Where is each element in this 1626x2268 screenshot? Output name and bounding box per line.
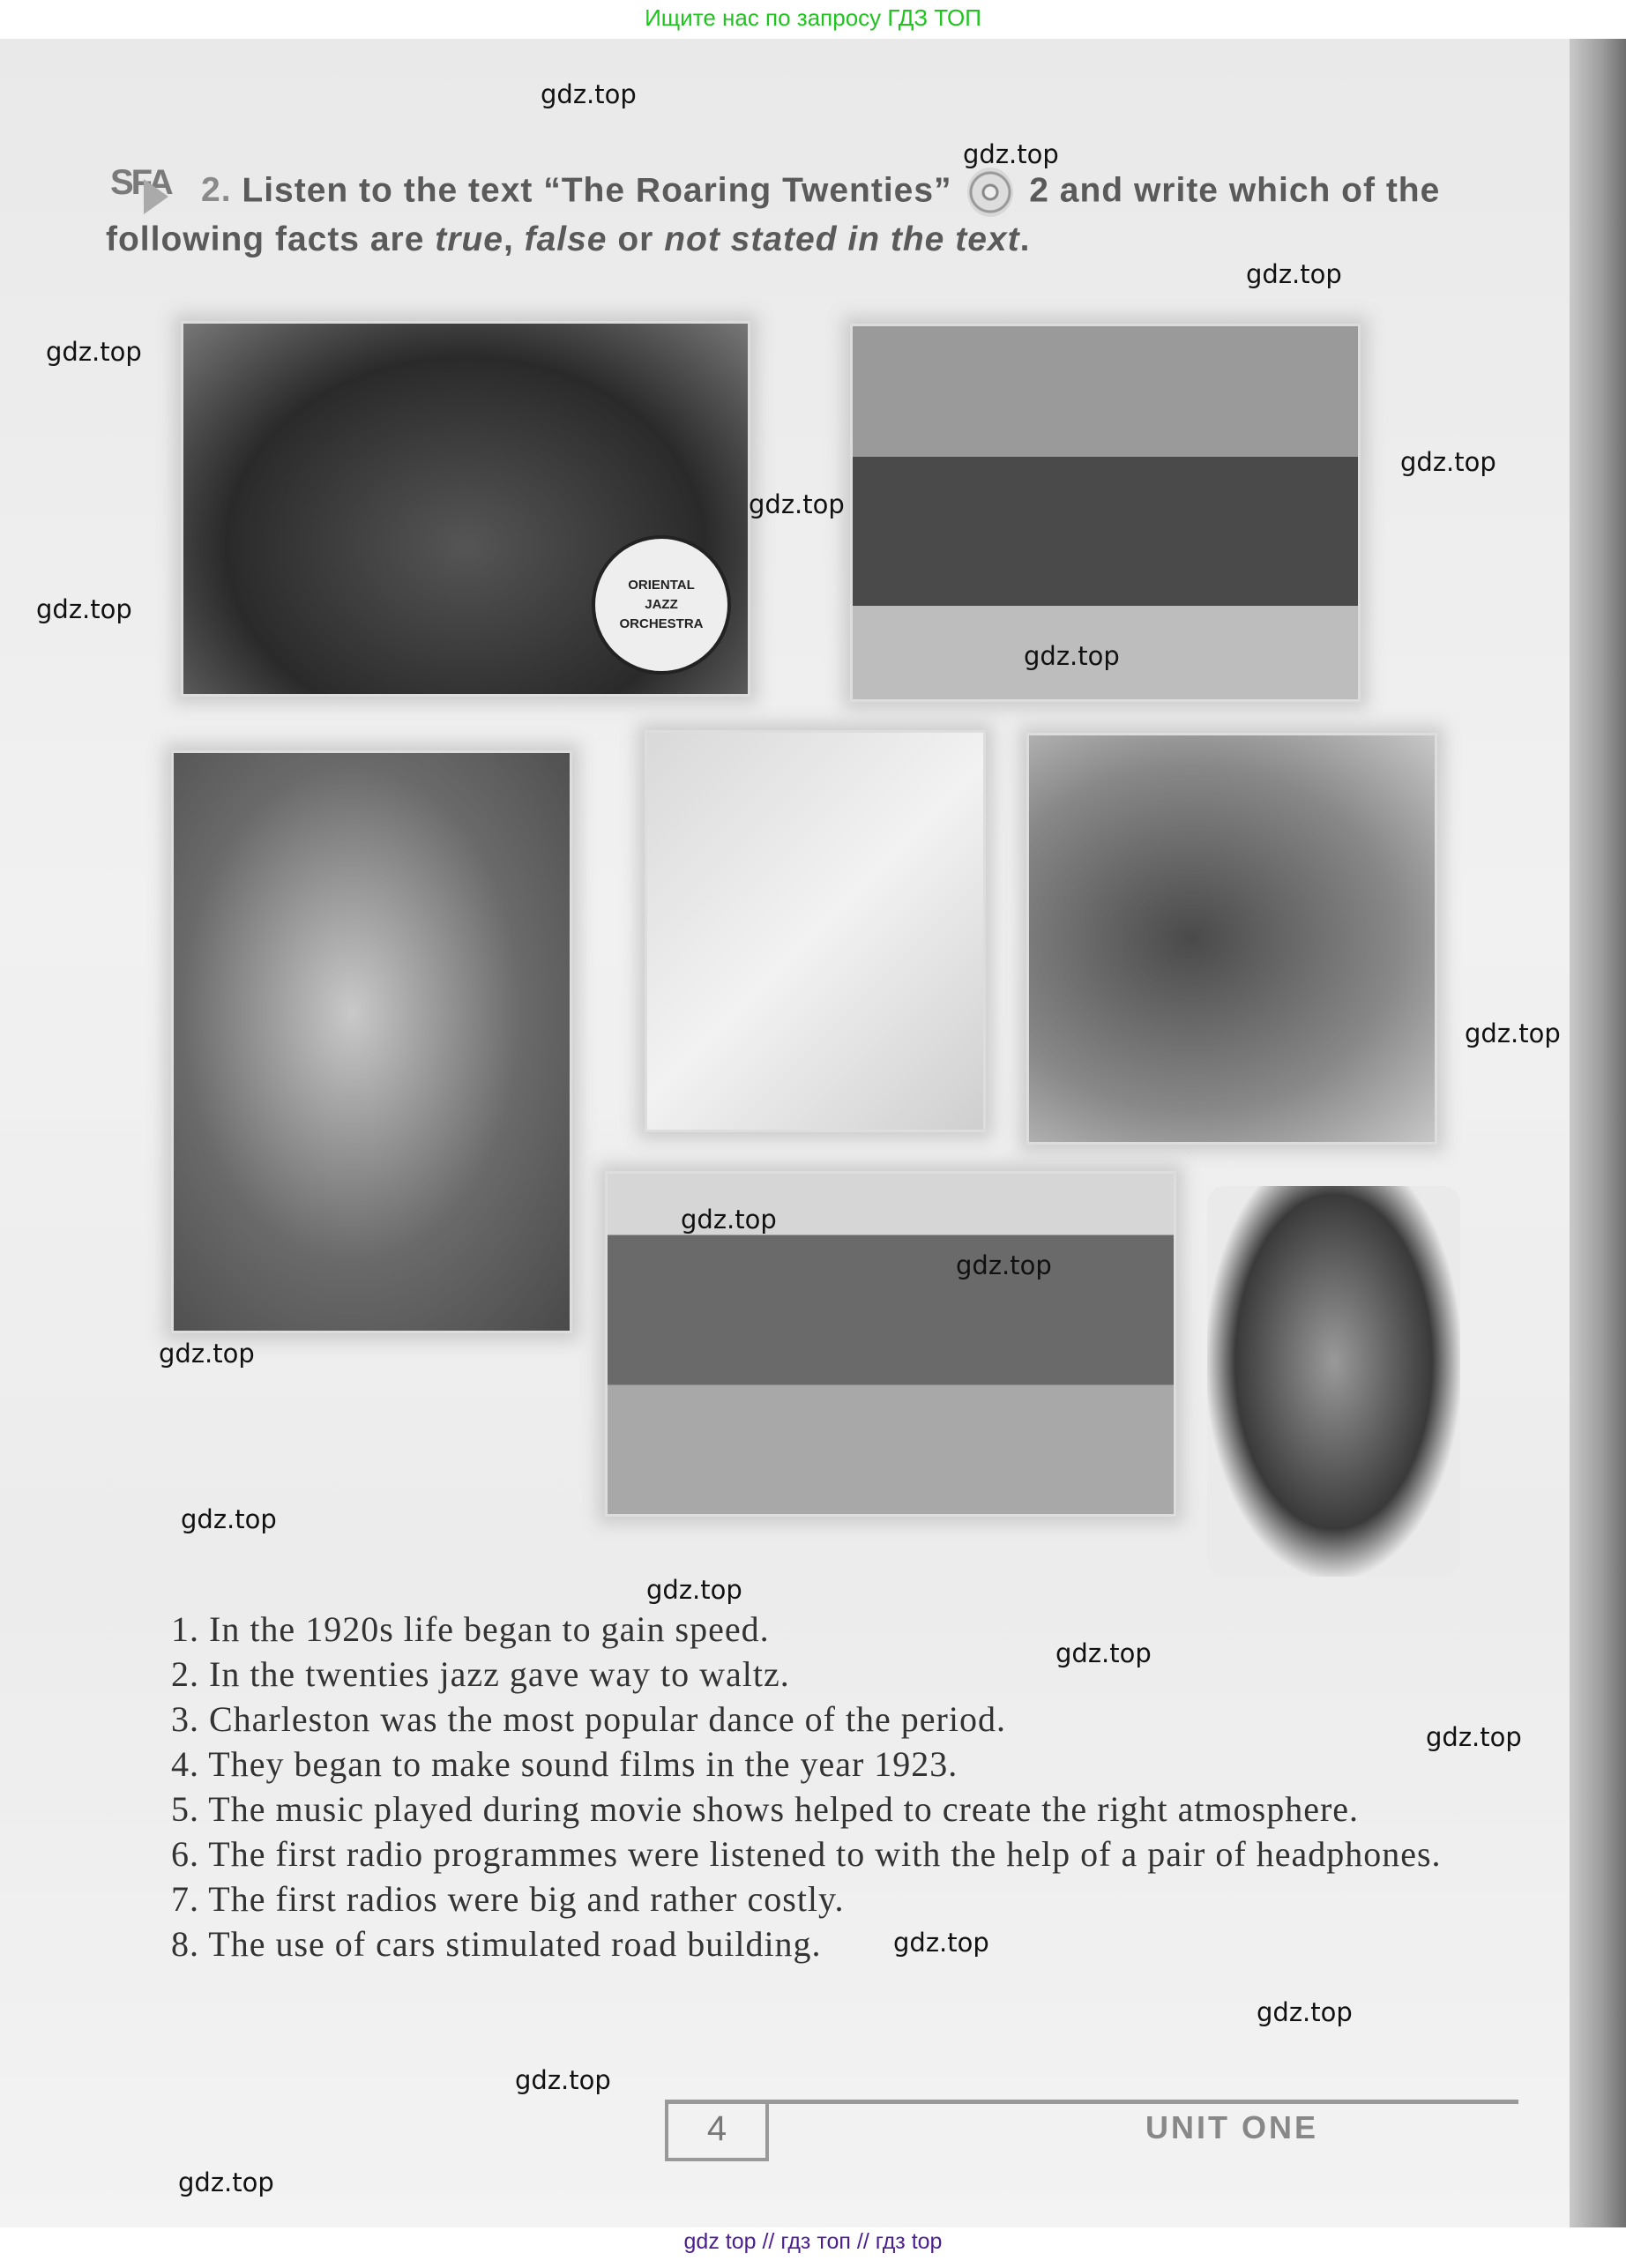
- footer-divider: [665, 2100, 1518, 2104]
- watermark: gdz.top: [181, 1504, 277, 1534]
- top-banner[interactable]: Ищите нас по запросу ГДЗ ТОП: [645, 4, 981, 31]
- watermark: gdz.top: [1024, 641, 1120, 671]
- statement: 8. The use of cars stimulated road building.: [171, 1924, 822, 1964]
- sfa-badge-icon: SFA: [108, 163, 184, 213]
- watermark: gdz.top: [1257, 1997, 1353, 2027]
- watermark: gdz.top: [159, 1339, 255, 1369]
- statements-list: [106, 1607, 1499, 1966]
- watermark: gdz.top: [36, 594, 132, 624]
- unit-label: UNIT ONE: [1145, 2109, 1319, 2145]
- watermark: gdz.top: [178, 2167, 274, 2197]
- jazz-band-photo: [181, 321, 750, 697]
- book-spine-shadow: [1570, 39, 1626, 2227]
- cd-audio-icon: [967, 168, 1013, 217]
- watermark: gdz.top: [646, 1575, 742, 1605]
- statement: 6. The first radio programmes were listened to with the help of a pair of headphones.: [171, 1834, 1442, 1874]
- charleston-dancers-illustration: [645, 730, 986, 1132]
- bottom-banner[interactable]: gdz top // гдз топ // гдз top: [683, 2229, 943, 2254]
- man-with-radio-photo: [1026, 733, 1437, 1145]
- watermark: gdz.top: [1246, 259, 1342, 289]
- watermark: gdz.top: [1400, 447, 1496, 477]
- watermark: gdz.top: [956, 1250, 1052, 1280]
- watermark: gdz.top: [963, 139, 1059, 169]
- pianist-illustration: [171, 750, 572, 1333]
- statement: 4. They began to make sound films in the year 1923.: [171, 1744, 958, 1784]
- watermark: gdz.top: [541, 79, 637, 109]
- watermark: gdz.top: [1465, 1018, 1561, 1048]
- statement: 2. In the twenties jazz gave way to waltz.: [171, 1654, 790, 1694]
- watermark: gdz.top: [681, 1205, 777, 1235]
- watermark: gdz.top: [1055, 1638, 1152, 1668]
- watermark: gdz.top: [46, 337, 142, 367]
- watermark: gdz.top: [749, 489, 845, 519]
- folding-camera-photo: [1207, 1186, 1460, 1577]
- drum-label: ORIENTAL JAZZ ORCHESTRA: [592, 535, 731, 675]
- watermark: gdz.top: [1426, 1722, 1522, 1752]
- statement: 5. The music played during movie shows helped to create the right atmosphere.: [171, 1789, 1360, 1829]
- statement: 3. Charleston was the most popular dance of the period.: [171, 1699, 1006, 1739]
- statement: 7. The first radios were big and rather costly.: [171, 1879, 845, 1919]
- watermark: gdz.top: [893, 1928, 989, 1958]
- page-number: 4: [665, 2100, 769, 2161]
- statement: 1. In the 1920s life began to gain speed.: [171, 1609, 770, 1649]
- exercise-heading: 2. Listen to the text “The Roaring Twenties” 2 and write which of the following facts are true, false or not stated in the text.: [106, 168, 1508, 262]
- watermark: gdz.top: [515, 2065, 611, 2095]
